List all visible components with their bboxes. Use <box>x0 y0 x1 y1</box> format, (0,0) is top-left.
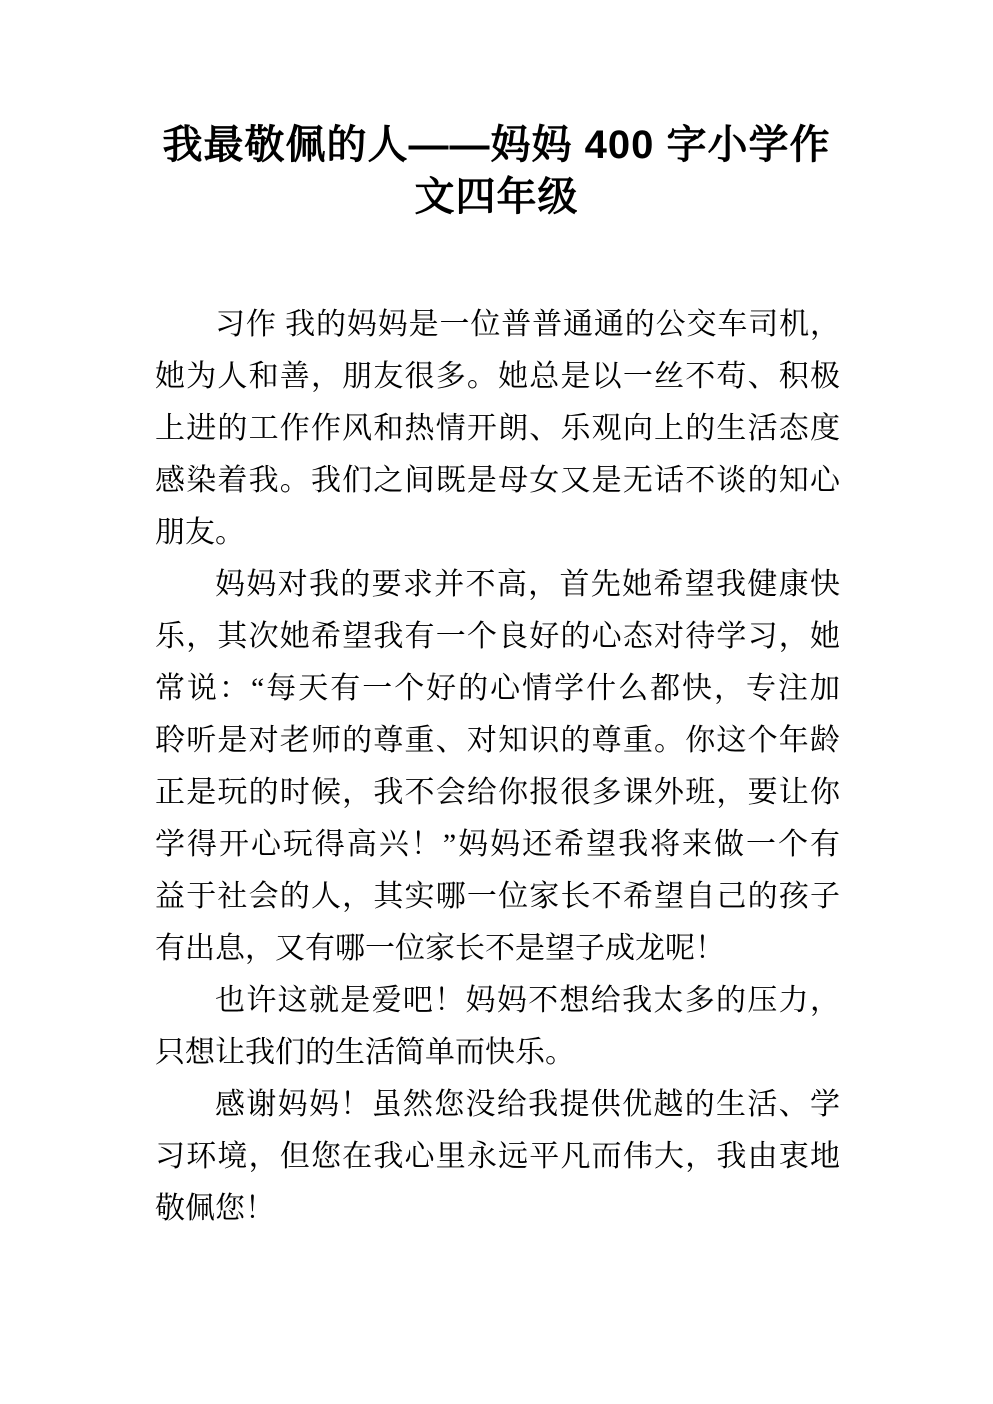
text-line: 有出息，又有哪一位家长不是望子成龙呢！ <box>155 932 725 965</box>
title-line-1: 我最敬佩的人——妈妈 400 字小学作 <box>162 123 831 167</box>
text-line: 聆听是对老师的尊重、对知识的尊重。你这个年龄 <box>155 724 840 757</box>
text-line: 正是玩的时候，我不会给你报很多课外班，要让你 <box>155 776 840 809</box>
title-line-2: 文四年级 <box>414 175 579 219</box>
text-line: 习作 我的妈妈是一位普普通通的公交车司机， <box>215 308 840 341</box>
text-line: 常说：“每天有一个好的心情学什么都快，专注加 <box>155 672 840 705</box>
text-line: 妈妈对我的要求并不高，首先她希望我健康快 <box>215 568 840 601</box>
paragraph <box>155 299 840 559</box>
document-body <box>155 299 840 1235</box>
paragraph <box>155 975 840 1079</box>
document-title <box>0 0 993 223</box>
text-line: 感谢妈妈！虽然您没给我提供优越的生活、学 <box>215 1088 840 1121</box>
text-line: 习环境，但您在我心里永远平凡而伟大，我由衷地 <box>155 1140 840 1173</box>
paragraph <box>155 559 840 975</box>
text-line: 她为人和善，朋友很多。她总是以一丝不苟、积极 <box>155 360 840 393</box>
text-line: 上进的工作作风和热情开朗、乐观向上的生活态度 <box>155 412 840 445</box>
text-line: 也许这就是爱吧！妈妈不想给我太多的压力， <box>215 984 840 1017</box>
text-line: 只想让我们的生活简单而快乐。 <box>155 1036 575 1069</box>
text-line: 敬佩您！ <box>155 1192 275 1225</box>
paragraph <box>155 1079 840 1235</box>
text-line: 感染着我。我们之间既是母女又是无话不谈的知心 <box>155 464 840 497</box>
text-line: 朋友。 <box>155 516 245 549</box>
text-line: 学得开心玩得高兴！”妈妈还希望我将来做一个有 <box>155 828 840 861</box>
text-line: 益于社会的人，其实哪一位家长不希望自己的孩子 <box>155 880 840 913</box>
text-line: 乐，其次她希望我有一个良好的心态对待学习，她 <box>155 620 840 653</box>
